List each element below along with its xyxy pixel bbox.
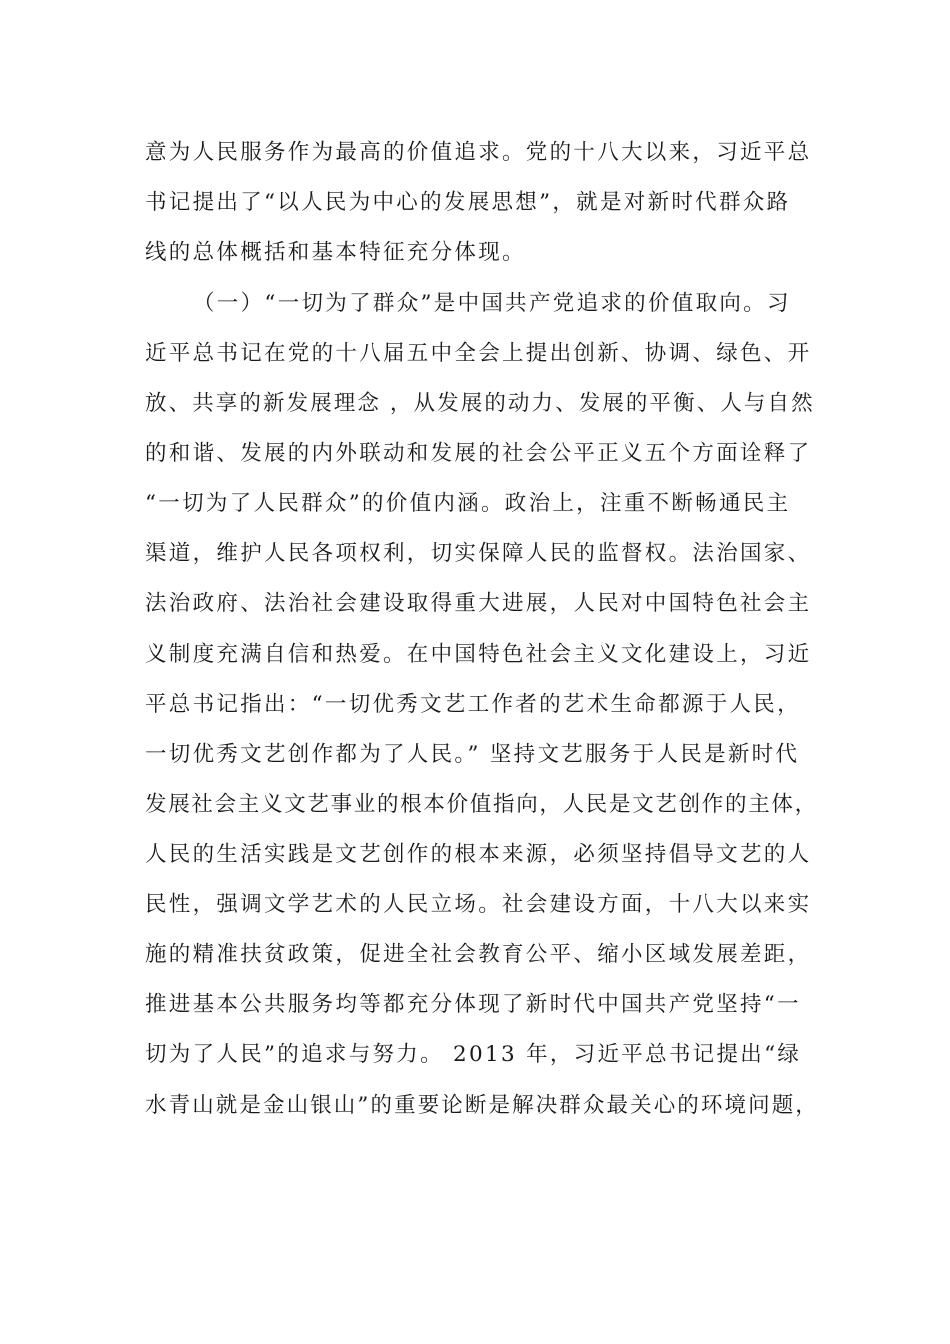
text-line-9: 渠道，维护人民各项权利，切实保障人民的监督权。法治国家、: [145, 541, 812, 566]
text-line-11: 义制度充满自信和热爱。在中国特色社会主义文化建设上，习近: [145, 642, 812, 667]
paragraph-heading-line: （一）“一切为了群众”是中国共产党追求的价值取向。习: [193, 291, 791, 316]
text-line-15: 人民的生活实践是文艺创作的根本来源，必须坚持倡导文艺的人: [145, 842, 812, 867]
text-line-20: 水青山就是金山银山”的重要论断是解决群众最关心的环境问题，: [145, 1093, 819, 1118]
text-line-7: 的和谐、发展的内外联动和发展的社会公平正义五个方面诠释了: [145, 441, 812, 466]
text-line-17: 施的精准扶贫政策，促进全社会教育公平、缩小区域发展差距，: [145, 942, 812, 967]
text-line-14: 发展社会主义文艺事业的根本价值指向，人民是文艺创作的主体，: [145, 792, 818, 817]
text-line-10: 法治政府、法治社会建设取得重大进展，人民对中国特色社会主: [145, 591, 812, 616]
text-line-18: 推进基本公共服务均等都充分体现了新时代中国共产党坚持“一: [145, 992, 801, 1017]
text-line-8: “一切为了人民群众”的价值内涵。政治上，注重不断畅通民主: [145, 491, 791, 516]
text-line-5: 近平总书记在党的十八届五中全会上提出创新、协调、绿色、开: [145, 341, 812, 366]
text-line-3: 线的总体概括和基本特征充分体现。: [145, 240, 526, 265]
text-line-6: 放、共享的新发展理念 ，从发展的动力、发展的平衡、人与自然: [145, 391, 815, 416]
text-line-19: 切为了人民”的追求与努力。 2013 年，习近平总书记提出“绿: [145, 1042, 802, 1067]
text-line-1: 意为人民服务作为最高的价值追求。党的十八大以来，习近平总: [145, 140, 812, 165]
text-line-2: 书记提出了“以人民为中心的发展思想”，就是对新时代群众路: [145, 190, 791, 215]
text-line-12: 平总书记指出：“一切优秀文艺工作者的艺术生命都源于人民，: [145, 692, 801, 717]
text-line-16: 民性，强调文学艺术的人民立场。社会建设方面，十八大以来实: [145, 892, 812, 917]
text-line-13: 一切优秀文艺创作都为了人民。” 坚持文艺服务于人民是新时代: [145, 742, 800, 767]
